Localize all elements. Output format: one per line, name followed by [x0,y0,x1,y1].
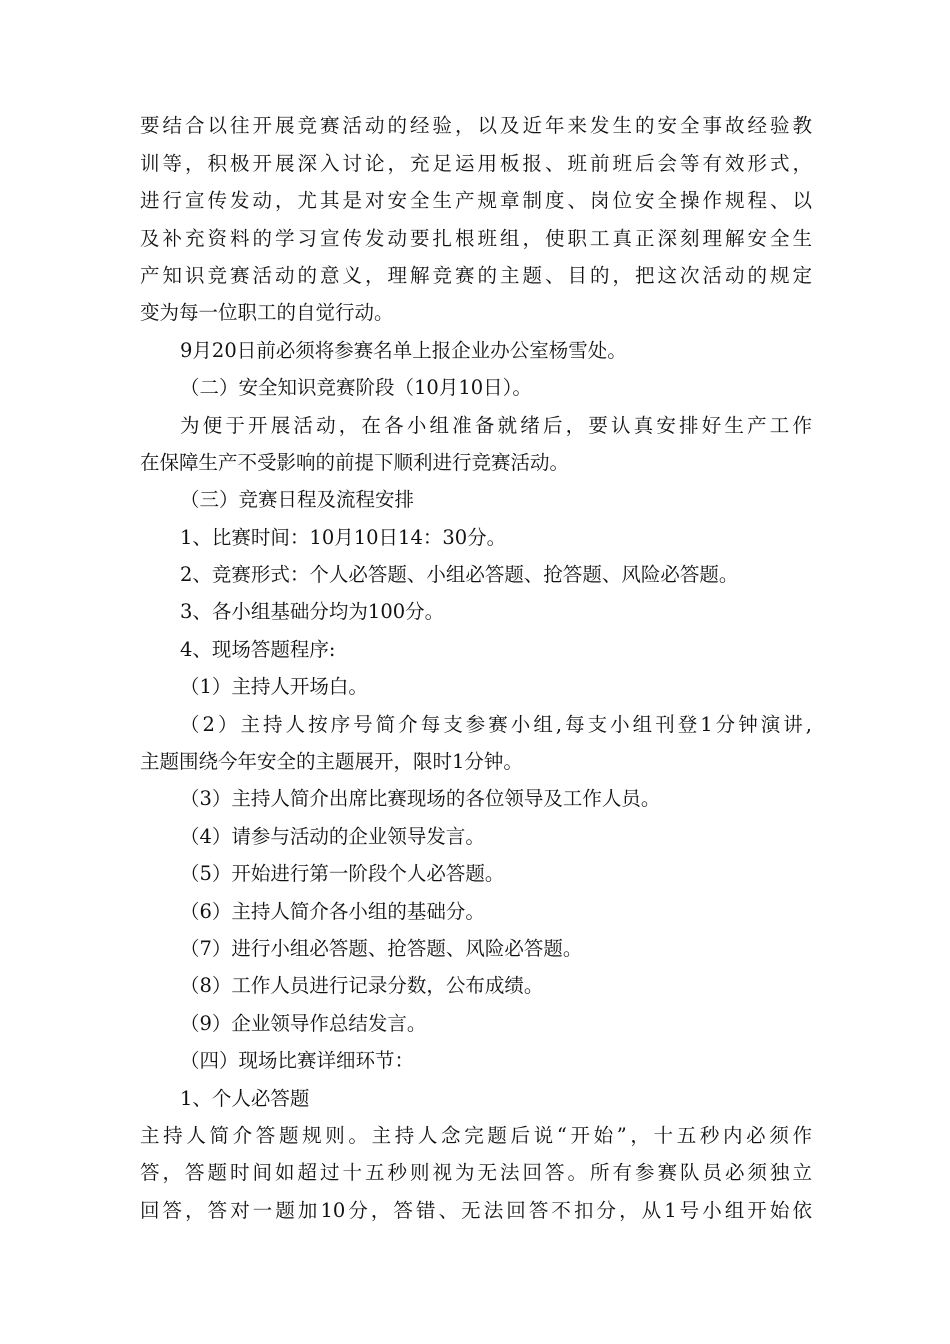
list-item: 3、各小组基础分均为100分。 [180,600,445,623]
body-text-line: 为便于开展活动，在各小组准备就绪后，要认真安排好生产工作 [180,414,812,437]
list-item: 4、现场答题程序: [180,638,336,661]
procedure-step: （2）主持人按序号简介每支参赛小组,每支小组刊登1分钟演讲, [180,713,812,736]
section-heading: （三）竞赛日程及流程安排 [180,488,415,511]
body-text-line: 在保障生产不受影响的前提下顺利进行竞赛活动。 [140,451,570,474]
body-text-line: 回答，答对一题加10分，答错、无法回答不扣分，从1号小组开始依 [140,1199,812,1222]
procedure-step: （8）工作人员进行记录分数，公布成绩。 [180,974,544,997]
body-text-line: 产知识竞赛活动的意义，理解竞赛的主题、目的，把这次活动的规定 [140,264,812,287]
list-item: 2、竞赛形式：个人必答题、小组必答题、抢答题、风险必答题。 [180,563,739,586]
procedure-step: （4）请参与活动的企业领导发言。 [180,825,485,848]
list-item: 1、比赛时间：10月10日14：30分。 [180,526,507,549]
body-text-line: 进行宣传发动，尤其是对安全生产规章制度、岗位安全操作规程、以 [140,189,812,212]
procedure-step: （9）企业领导作总结发言。 [180,1012,427,1035]
procedure-step: （5）开始进行第一阶段个人必答题。 [180,862,505,885]
procedure-step: （7）进行小组必答题、抢答题、风险必答题。 [180,937,583,960]
body-text-line: 及补充资料的学习宣传发动要扎根班组，使职工真正深刻理解安全生 [140,227,812,250]
procedure-step: （3）主持人简介出席比赛现场的各位领导及工作人员。 [180,787,661,810]
procedure-step: （6）主持人简介各小组的基础分。 [180,900,485,923]
section-heading: （四）现场比赛详细环节： [180,1049,415,1072]
body-text-line: 变为每一位职工的自觉行动。 [140,301,394,324]
body-text-line: 要结合以往开展竞赛活动的经验，以及近年来发生的安全事故经验教 [140,114,812,137]
body-text-line: 训等，积极开展深入讨论，充足运用板报、班前班后会等有效形式， [140,152,812,175]
deadline-paragraph: 9月20日前必须将参赛名单上报企业办公室杨雪处。 [180,339,627,362]
procedure-step: （1）主持人开场白。 [180,675,368,698]
body-text-line: 答，答题时间如超过十五秒则视为无法回答。所有参赛队员必须独立 [140,1161,812,1184]
procedure-step-continuation: 主题围绕今年安全的主题展开，限时1分钟。 [140,750,523,773]
body-text-line: 主持人简介答题规则。主持人念完题后说“开始”，十五秒内必须作 [140,1124,812,1147]
section-heading: （二）安全知识竞赛阶段（10月10日）。 [180,376,532,399]
subsection-heading: 1、个人必答题 [180,1087,310,1110]
